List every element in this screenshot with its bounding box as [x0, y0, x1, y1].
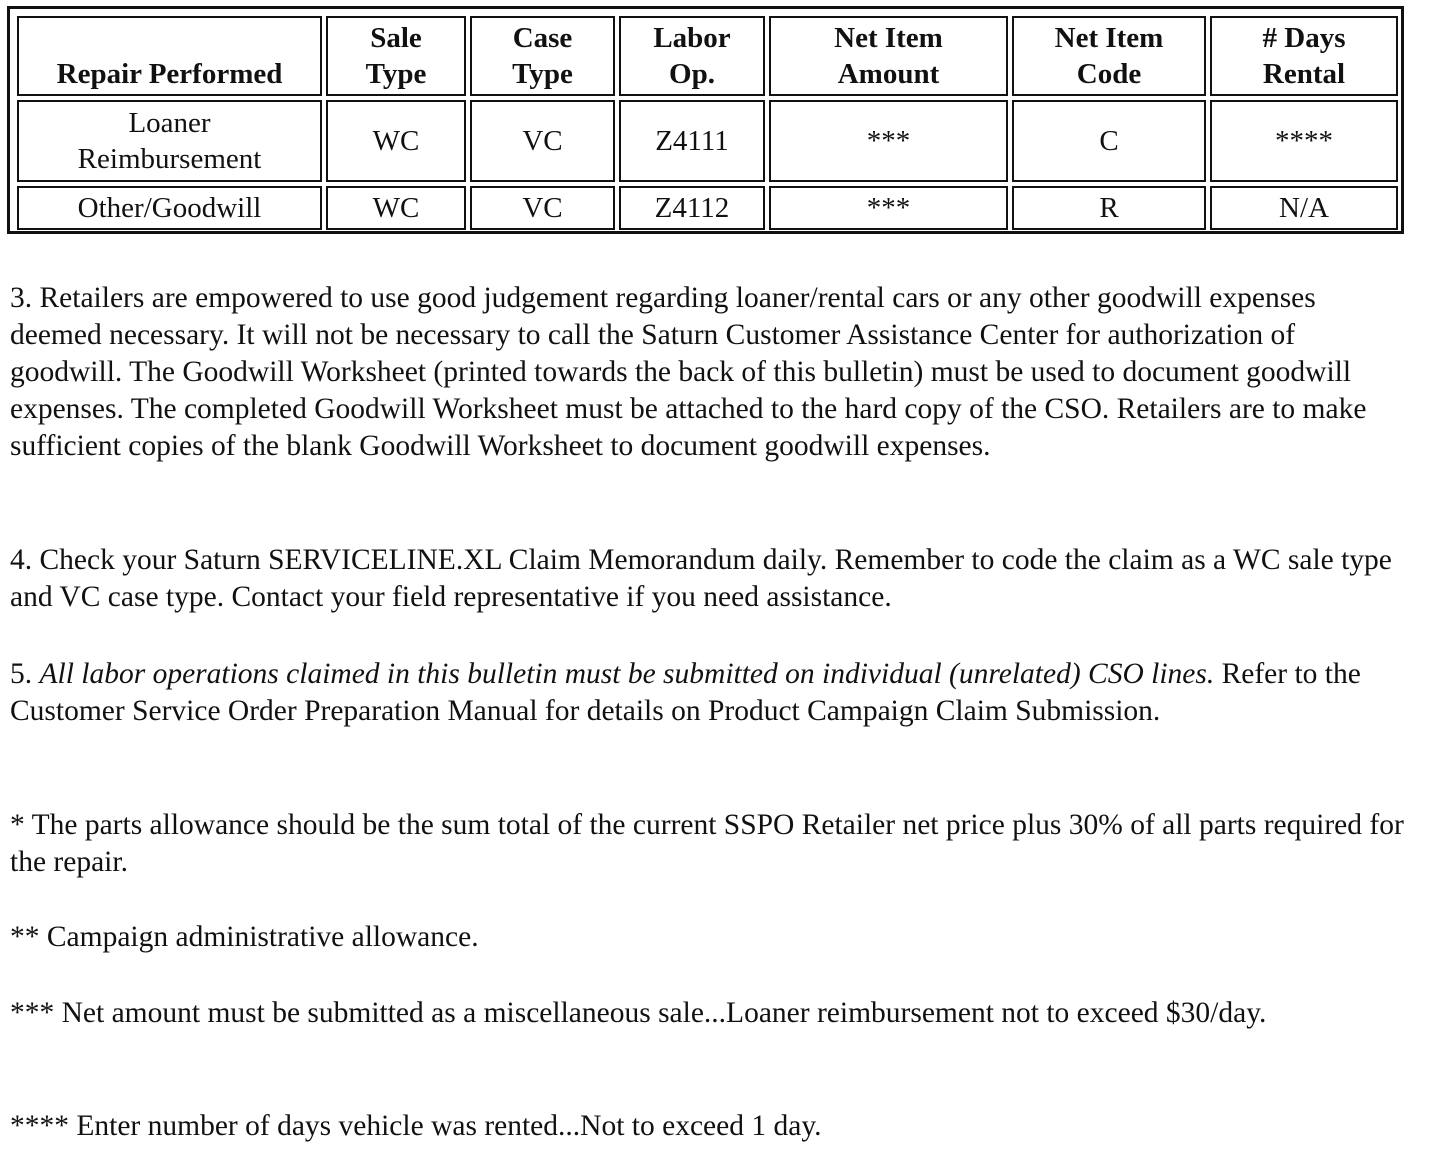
paragraph-5-number: 5. [10, 658, 40, 690]
table-header-row [17, 16, 1398, 96]
cell-net-item-amount: *** [769, 100, 1008, 182]
claim-table-frame [7, 6, 1404, 234]
table-row [17, 186, 1398, 230]
header-net-item-amount: Net Item Amount [769, 16, 1008, 96]
paragraph-3: 3. Retailers are empowered to use good judgement regarding loaner/rental cars or any other goodwill expenses deemed necessary. It will not be necessary to call the Saturn Customer Assistance Center for authorization of goodwill. The Goodwill Worksheet (printed towards the back of this bulletin) must be used to document goodwill expenses. The completed Goodwill Worksheet must be attached to the hard copy of the CSO. Retailers are to make sufficient copies of the blank Goodwill Worksheet to document goodwill expenses. [10, 282, 1367, 462]
cell-net-item-code: R [1012, 186, 1206, 230]
cell-repair: Other/Goodwill [17, 186, 322, 230]
cell-sale-type: WC [326, 186, 466, 230]
cell-labor-op: Z4111 [619, 100, 765, 182]
cell-days-rental: **** [1210, 100, 1398, 182]
footnote-one-star: * The parts allowance should be the sum total of the current SSPO Retailer net price plus 30% of all parts required for the repair. [10, 809, 1404, 878]
footnote-three-star: *** Net amount must be submitted as a miscellaneous sale...Loaner reimbursement not to exceed $30/day. [10, 997, 1267, 1029]
header-days-rental: # Days Rental [1210, 16, 1398, 96]
cell-repair: Loaner Reimbursement [17, 100, 322, 182]
cell-days-rental: N/A [1210, 186, 1398, 230]
paragraph-5-rest: Refer to the Customer Service Order Preparation Manual for details on Product Campaign Claim Submission. [10, 658, 1361, 727]
cell-labor-op: Z4112 [619, 186, 765, 230]
header-labor-op: Labor Op. [619, 16, 765, 96]
paragraph-5 [10, 656, 1410, 730]
paragraph-4: 4. Check your Saturn SERVICELINE.XL Claim Memorandum daily. Remember to code the claim as a WC sale type and VC case type. Contact your field representative if you need assistance. [10, 544, 1392, 613]
footnote-four-star: **** Enter number of days vehicle was rented...Not to exceed 1 day. [10, 1110, 822, 1142]
cell-net-item-amount: *** [769, 186, 1008, 230]
cell-sale-type: WC [326, 100, 466, 182]
cell-case-type: VC [470, 100, 615, 182]
header-sale-type: Sale Type [326, 16, 466, 96]
claim-table [13, 12, 1402, 234]
cell-case-type: VC [470, 186, 615, 230]
header-net-item-code: Net Item Code [1012, 16, 1206, 96]
table-row [17, 100, 1398, 182]
paragraph-5-italic: All labor operations claimed in this bulletin must be submitted on individual (unrelated) CSO lines. [39, 658, 1215, 690]
cell-net-item-code: C [1012, 100, 1206, 182]
header-case-type: Case Type [470, 16, 615, 96]
footnote-two-star: ** Campaign administrative allowance. [10, 921, 479, 953]
header-repair-performed: Repair Performed [17, 16, 322, 96]
